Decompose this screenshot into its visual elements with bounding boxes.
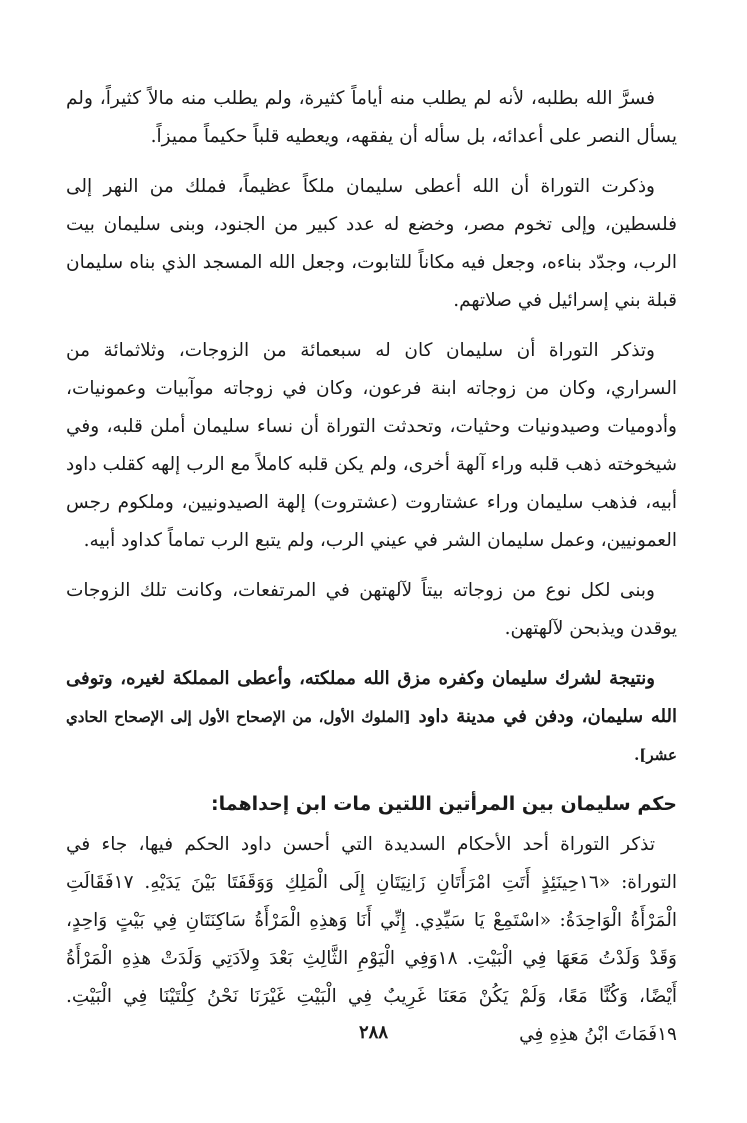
paragraph-kingdom-torn [66, 660, 677, 774]
paragraph-solomon-request: فسرَّ الله بطلبه، لأنه لم يطلب منه أياماً كثيرة، ولم يطلب منه مالاً كثيراً، ولم يسأل النصر على أعدائه، بل سأله أن يفقهه، ويعطيه قلباً حكيماً مميزاً. [66, 88, 677, 147]
page-number: ٢٨٨ [358, 1022, 388, 1043]
page-body [66, 80, 677, 1054]
section-body-quote: تذكر التوراة أحد الأحكام السديدة التي أحسن داود الحكم فيها، جاء في التوراة: «١٦حِينَئِذٍ أَتَتِ امْرَأَتَانِ زَانِيَتَانِ إِلَى الْمَلِكِ وَوَقَفَتَا بَيْنَ يَدَيْهِ. ١٧فَقَالَتِ الْمَرْأَةُ الْوَاحِدَةُ: «اسْتَمِعْ يَا سَيِّدِي. إِنِّي أَنَا وَهذِهِ الْمَرْأَةُ سَاكِنَتَانِ فِي بَيْتٍ وَاحِدٍ، وَقَدْ وَلَدْتُ مَعَهَا فِي الْبَيْتِ. ١٨وَفِي الْيَوْمِ الثَّالِثِ بَعْدَ وِلاَدَتِي وَلَدَتْ هذِهِ الْمَرْأَةُ أَيْضًا، وَكُنَّا مَعًا، وَلَمْ يَكُنْ مَعَنَا غَرِيبٌ فِي الْبَيْتِ غَيْرَنَا نَحْنُ كِلْتَيْنَا فِي الْبَيْتِ. ١٩فَمَاتَ ابْنُ هذِهِ فِي [66, 834, 677, 1045]
section-heading: حكم سليمان بين المرأتين اللتين مات ابن إحداهما: [210, 793, 677, 815]
paragraph-solomon-wives: وتذكر التوراة أن سليمان كان له سبعمائة من الزوجات، وثلاثمائة من السراري، وكان من زوجاته ابنة فرعون، وكان في زوجاته موآبيات وعمونيات، وأدوميات وصيدونيات وحثيات، وتحدثت التوراة أن نساء سليمان أملن قلبه، وفي شيخوخته ذهب قلبه وراء آلهة أخرى، ولم يكن قلبه كاملاً مع الرب إلهه كقلب داود أبيه، فذهب سليمان وراء عشتاروت (عشتروت) إلهة الصيدونيين، وملكوم رجس العمونيين، وعمل سليمان الشر في عيني الرب، ولم يتبع الرب تماماً كداود أبيه. [66, 340, 677, 551]
paragraph-wives-altars: وبنى لكل نوع من زوجاته بيتاً لآلهتهن في المرتفعات، وكانت تلك الزوجات يوقدن ويذبحن لآلهتهن. [66, 580, 677, 639]
paragraph-kingdom-torn-text: ونتيجة لشرك سليمان وكفره مزق الله مملكته، وأعطى المملكة لغيره، وتوفى الله سليمان، ودفن في مدينة داود [66, 668, 677, 727]
paragraph-solomon-kingdom: وذكرت التوراة أن الله أعطى سليمان ملكاً عظيماً، فملك من النهر إلى فلسطين، وإلى تخوم مصر، وخضع له عدد كبير من الجنود، وبنى سليمان بيت الرب، وجدّد بناءه، وجعل فيه مكاناً للتابوت، وجعل الله المسجد الذي بناه سليمان قبلة بني إسرائيل في صلاتهم. [66, 176, 677, 311]
source-citation: [الملوك الأول، من الإصحاح الأول إلى الإصحاح الحادي عشر]. [66, 708, 677, 764]
